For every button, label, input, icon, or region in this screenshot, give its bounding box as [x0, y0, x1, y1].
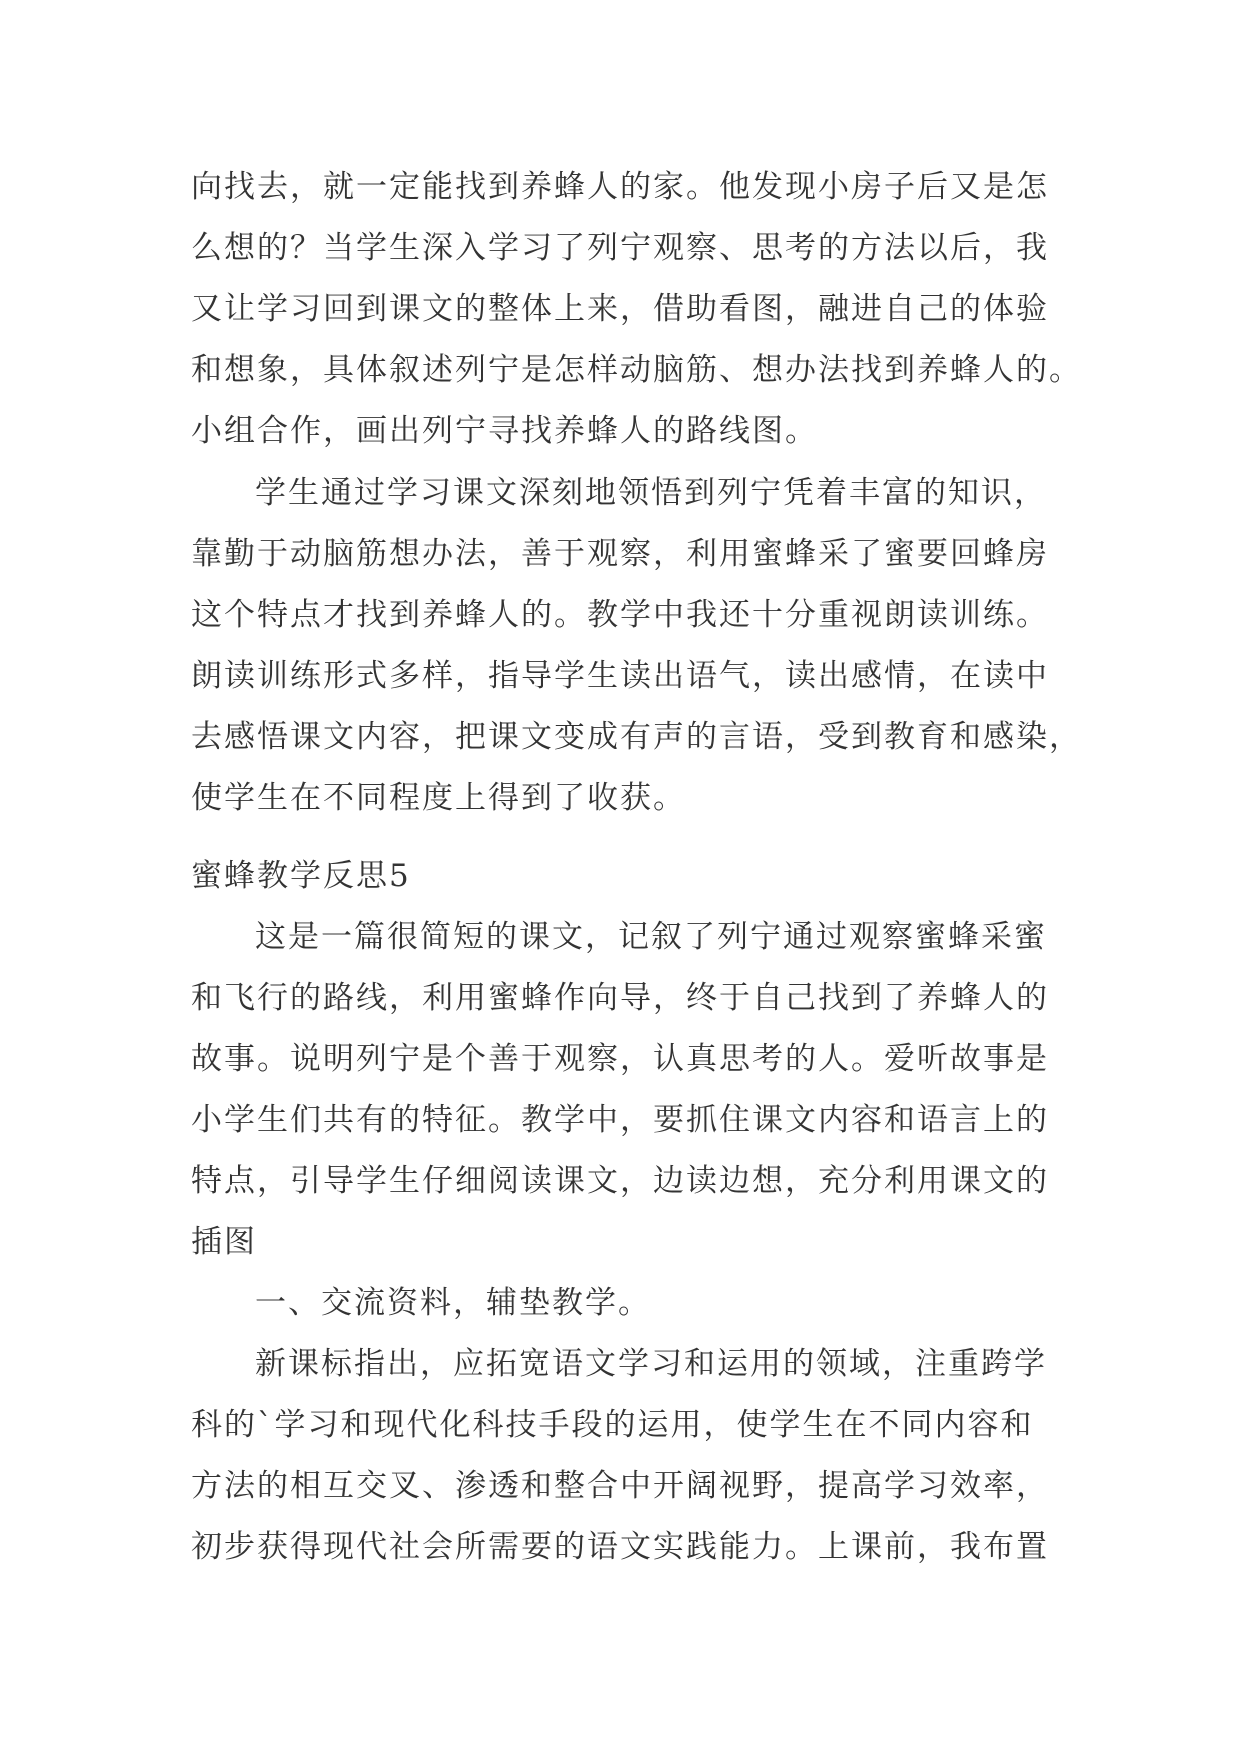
section-title: 蜜蜂教学反思5: [191, 858, 411, 894]
text-line: 和飞行的路线，利用蜜蜂作向导，终于自己找到了养蜂人的: [191, 980, 1049, 1016]
text-line: 这个特点才找到养蜂人的。教学中我还十分重视朗读训练。: [191, 597, 1049, 633]
section-heading: [191, 846, 1071, 907]
text-line: 去感悟课文内容，把课文变成有声的言语，受到教育和感染，: [191, 719, 1082, 755]
section-body: [191, 907, 1071, 1578]
text-line: 小学生们共有的特征。教学中，要抓住课文内容和语言上的: [191, 1102, 1049, 1138]
text-line: 插图: [191, 1224, 257, 1260]
text-line: 和想象，具体叙述列宁是怎样动脑筋、想办法找到养蜂人的。: [191, 352, 1082, 388]
text-line: 方法的相互交叉、渗透和整合中开阔视野，提高学习效率，: [191, 1468, 1049, 1504]
subheading-line: 一、交流资料，辅垫教学。: [255, 1285, 651, 1321]
paragraph-continued: [191, 157, 1082, 462]
text-line: 故事。说明列宁是个善于观察，认真思考的人。爱听故事是: [191, 1041, 1049, 1077]
text-line: 向找去，就一定能找到养蜂人的家。他发现小房子后又是怎: [191, 169, 1049, 205]
text-line: 又让学习回到课文的整体上来，借助看图，融进自己的体验: [191, 291, 1049, 327]
text-line: 学生通过学习课文深刻地领悟到列宁凭着丰富的知识，: [255, 475, 1047, 511]
paragraph: [191, 463, 1082, 829]
text-line: 初步获得现代社会所需要的语文实践能力。上课前，我布置: [191, 1529, 1049, 1565]
text-line: 小组合作，画出列宁寻找养蜂人的路线图。: [191, 413, 818, 449]
text-line: 朗读训练形式多样，指导学生读出语气，读出感情，在读中: [191, 658, 1049, 694]
text-line: 么想的？当学生深入学习了列宁观察、思考的方法以后，我: [191, 230, 1049, 266]
text-line: 新课标指出，应拓宽语文学习和运用的领域，注重跨学: [255, 1346, 1047, 1382]
text-line: 科的`学习和现代化科技手段的运用，使学生在不同内容和: [191, 1407, 1034, 1443]
text-line: 这是一篇很简短的课文，记叙了列宁通过观察蜜蜂采蜜: [255, 919, 1047, 955]
text-line: 特点，引导学生仔细阅读课文，边读边想，充分利用课文的: [191, 1163, 1049, 1199]
text-line: 靠勤于动脑筋想办法，善于观察，利用蜜蜂采了蜜要回蜂房: [191, 536, 1049, 572]
text-line: 使学生在不同程度上得到了收获。: [191, 780, 686, 816]
